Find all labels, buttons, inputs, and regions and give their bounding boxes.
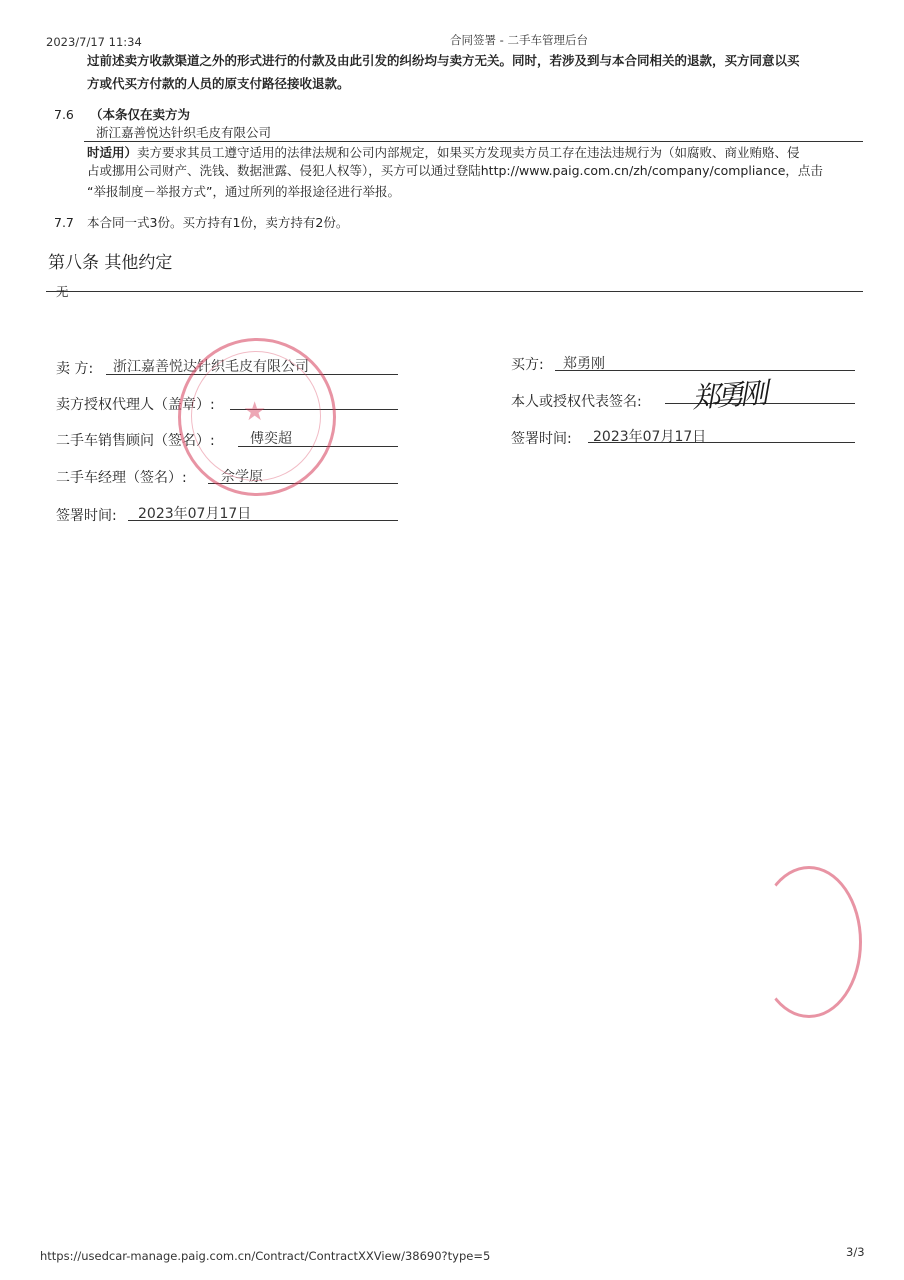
buyer-name: 郑勇刚 [563,356,605,372]
buyer-date-value: 2023年07月17日 [593,429,707,445]
buyer-date-underline [588,442,855,443]
company-seal [178,338,336,496]
seller-date-value: 2023年07月17日 [138,506,252,522]
print-datetime: 2023/7/17 11:34 [46,35,142,49]
page-url: https://usedcar-manage.paig.com.cn/Contract/ContractXXView/38690?type=5 [40,1249,491,1263]
company-seal-star-icon: ★ [243,397,267,427]
article-8-underline [46,291,863,292]
clause-7-6-number: 7.6 [54,107,74,122]
seller-consultant-name: 傅奕超 [250,431,292,447]
seller-date-label: 签署时间: [56,508,117,524]
seam-seal [756,866,862,1018]
clause-7-6-company: 浙江嘉善悦达针织毛皮有限公司 [96,125,272,140]
page-number: 3/3 [846,1245,865,1259]
clause-7-7-text: 本合同一式3份。买方持有1份，卖方持有2份。 [87,215,349,230]
clause-7-5-line2: 方或代买方付款的人员的原支付路径接收退款。 [87,76,350,91]
clause-7-6-line2: 占或挪用公司财产、洗钱、数据泄露、侵犯人权等），买方可以通过登陆http://www.paig.com.cn/zh/company/compliance，点击 [87,163,823,178]
clause-7-5-line1: 过前述卖方收款渠道之外的形式进行的付款及由此引发的纠纷均与卖方无关。同时，若涉及到与本合同相关的退款，买方同意以买 [87,53,800,68]
buyer-name-underline [555,370,855,371]
clause-7-7-number: 7.7 [54,215,74,230]
buyer-sign-label: 本人或授权代表签名: [511,394,642,410]
seller-consultant-label: 二手车销售顾问（签名）: [56,433,215,449]
buyer-signature: 郑勇刚 [691,376,766,415]
clause-7-6-prefix: （本条仅在卖方为 [90,107,191,122]
seller-label: 卖 方: [56,361,94,377]
article-8-title: 第八条 其他约定 [48,253,173,273]
seller-manager-name: 佘学原 [221,469,263,485]
clause-7-6-line3: “举报制度－举报方式”，通过所列的举报途径进行举报。 [87,184,400,199]
clause-7-6-suffix: 时适用） [87,145,138,160]
clause-7-6-line1-rest: 卖方要求其员工遵守适用的法律法规和公司内部规定，如果买方发现卖方员工存在违法违规行为（如腐败、商业贿赂、侵 [137,145,800,160]
article-8-value: 无 [56,284,69,299]
seller-name: 浙江嘉善悦达针织毛皮有限公司 [113,359,309,375]
seller-agent-label: 卖方授权代理人（盖章）: [56,397,215,413]
buyer-label: 买方: [511,357,544,373]
seller-date-underline [128,520,398,521]
buyer-date-label: 签署时间: [511,431,572,447]
seller-manager-label: 二手车经理（签名）: [56,470,187,486]
page-header-title: 合同签署 - 二手车管理后台 [450,33,588,47]
